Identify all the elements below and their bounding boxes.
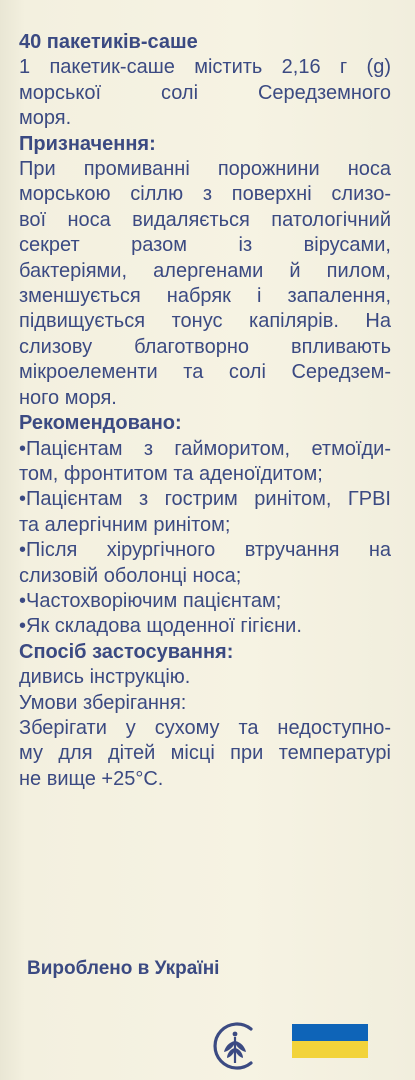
recommended-heading: Рекомендовано:	[19, 412, 182, 435]
purpose-line: мікроелементи та солі Середзем-	[19, 361, 391, 384]
storage-line: Зберігати у сухому та недоступно-	[19, 716, 391, 739]
made-in-ukraine-text: Вироблено в Україні	[27, 958, 220, 979]
recommended-line: •Як складова щоденної гігієни.	[19, 615, 302, 638]
storage-line: му для дітей місці при температурі	[19, 742, 391, 765]
recommended-line: •Пацієнтам з гострим ринітом, ГРВІ	[19, 488, 391, 511]
purpose-line: секрет разом із вірусами,	[19, 234, 391, 257]
pack-desc-line: морської солі Середземного	[19, 81, 391, 104]
purpose-line: морською сіллю з поверхні слизо-	[19, 183, 391, 206]
pack-desc-line: моря.	[19, 107, 72, 130]
purpose-line: вої носа видаляється патологічний	[19, 208, 391, 231]
recommended-line: та алергічним ринітом;	[19, 513, 231, 536]
recommended-line: •Пацієнтам з гайморитом, етмоїди-	[19, 437, 391, 460]
usage-text: дивись інструкцію.	[19, 666, 191, 689]
pack-title: 40 пакетиків-саше	[19, 31, 198, 53]
pack-desc-line: 1 пакетик-саше містить 2,16 г (g)	[19, 56, 391, 79]
purpose-line: слизову благотворно впливають	[19, 335, 391, 358]
recommended-line: •Частохворіючим пацієнтам;	[19, 589, 282, 612]
purpose-line: При промиванні порожнини носа	[19, 158, 391, 181]
storage-line: не вище +25°C.	[19, 767, 164, 790]
storage-heading: Умови зберігання:	[19, 691, 187, 714]
purpose-line: зменшується набряк і запалення,	[19, 285, 391, 308]
recommended-line: слизовій оболонці носа;	[19, 564, 242, 587]
recommended-line: •Після хірургічного втручання на	[19, 539, 391, 562]
purpose-heading: Призначення:	[19, 132, 156, 155]
purpose-line: підвищується тонус капілярів. На	[19, 310, 391, 333]
recommended-line: том, фронтитом та аденоїдитом;	[19, 462, 323, 485]
purpose-line: бактеріями, алергенами й пилом,	[19, 259, 391, 282]
ukraine-flag-icon	[292, 1024, 368, 1058]
purpose-line: ного моря.	[19, 386, 117, 409]
usage-heading: Спосіб застосування:	[19, 640, 234, 663]
ukrainian-conformity-mark-icon	[207, 1018, 263, 1074]
package-text-panel	[19, 30, 391, 792]
